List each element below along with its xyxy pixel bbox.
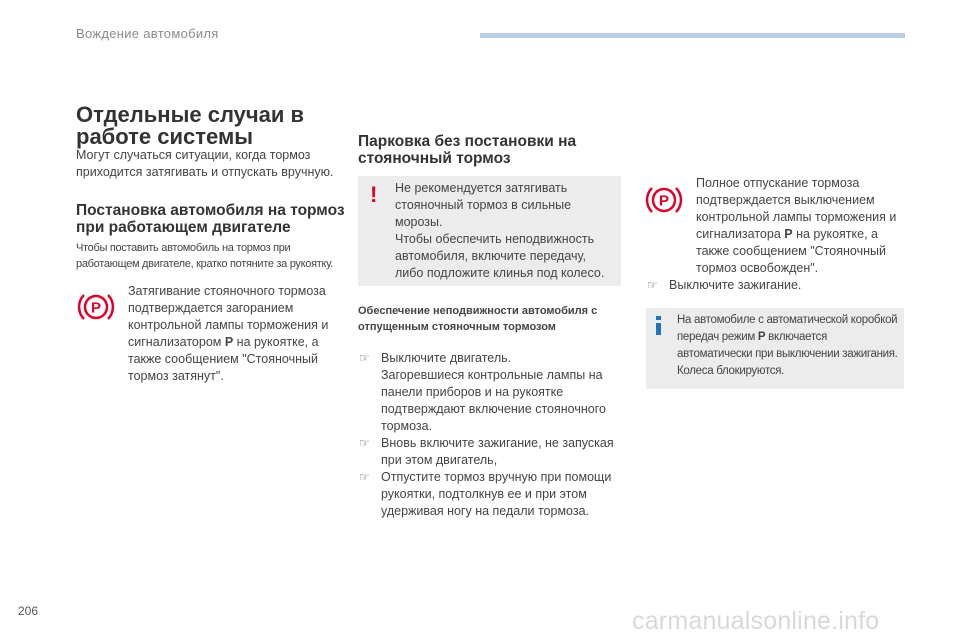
- brake-applied-text: Затягивание стояночного тормоза подтверждается загоранием контрольной лампы торможения и сигнализатором P на рукоятке, а также сообщением "Стояночный тормоз затянут".: [128, 284, 329, 383]
- steps-list: [358, 350, 620, 520]
- parking-section-title: Парковка без постановки на стояночный тормоз: [358, 133, 577, 167]
- intro-text: Могут случаться ситуации, когда тормоз приходится затягивать и отпускать вручную.: [76, 148, 334, 179]
- parking-brake-icon: [77, 288, 115, 326]
- list-item: ☞ Отпустите тормоз вручную при помощи рукоятки, подтолкнув ее и при этом удерживая ногу на педали тормоза.: [359, 470, 612, 518]
- ignition-off-step: [646, 277, 901, 294]
- header-bar: [480, 33, 905, 38]
- list-item: ☞ Выключите двигатель. Загоревшиеся контрольные лампы на панели приборов и на рукоятке подтверждают включение стояночного тормоза.: [359, 351, 606, 433]
- subsection-title-running-engine: Постановка автомобиля на тормоз при работающем двигателе: [76, 202, 345, 236]
- brake-released-text: Полное отпускание тормоза подтверждается выключением контрольной лампы торможения и сигнализатора P на рукоятке, а также сообщением "Стояночный тормоз освобожден".: [696, 176, 897, 275]
- instruction-text: Чтобы поставить автомобиль на тормоз при работающем двигателе, кратко потяните за рукоятку.: [76, 242, 333, 270]
- section-title: Вождение автомобиля: [76, 26, 219, 41]
- warning-text: Не рекомендуется затягивать стояночный тормоз в сильные морозы. Чтобы обеспечить неподвижность автомобиля, включите передачу, либо подложите клинья под колесо.: [395, 181, 605, 280]
- svg-text:P: P: [658, 192, 670, 210]
- info-icon: [655, 316, 661, 335]
- parking-brake-icon: [645, 181, 683, 219]
- info-text: На автомобиле с автоматической коробкой передач режим P включается автоматически при выключении зажигания. Колеса блокируются.: [677, 314, 898, 377]
- list-item: ☞ Выключите зажигание.: [647, 278, 802, 292]
- pointing-finger-icon: ☞: [359, 470, 370, 484]
- watermark: carmanualsonline.info: [632, 607, 880, 635]
- pointing-finger-icon: ☞: [647, 278, 658, 292]
- exclamation-icon: !: [370, 182, 378, 207]
- pointing-finger-icon: ☞: [359, 351, 370, 365]
- immobilize-subtitle: Обеспечение неподвижности автомобиля с отпущенным стояночным тормозом: [358, 305, 598, 333]
- pointing-finger-icon: ☞: [359, 436, 370, 450]
- page-title: Отдельные случаи в работе системы: [76, 102, 305, 149]
- list-item: ☞ Вновь включите зажигание, не запуская при этом двигатель,: [359, 436, 614, 467]
- svg-text:P: P: [90, 299, 102, 317]
- page-number: 206: [18, 604, 39, 618]
